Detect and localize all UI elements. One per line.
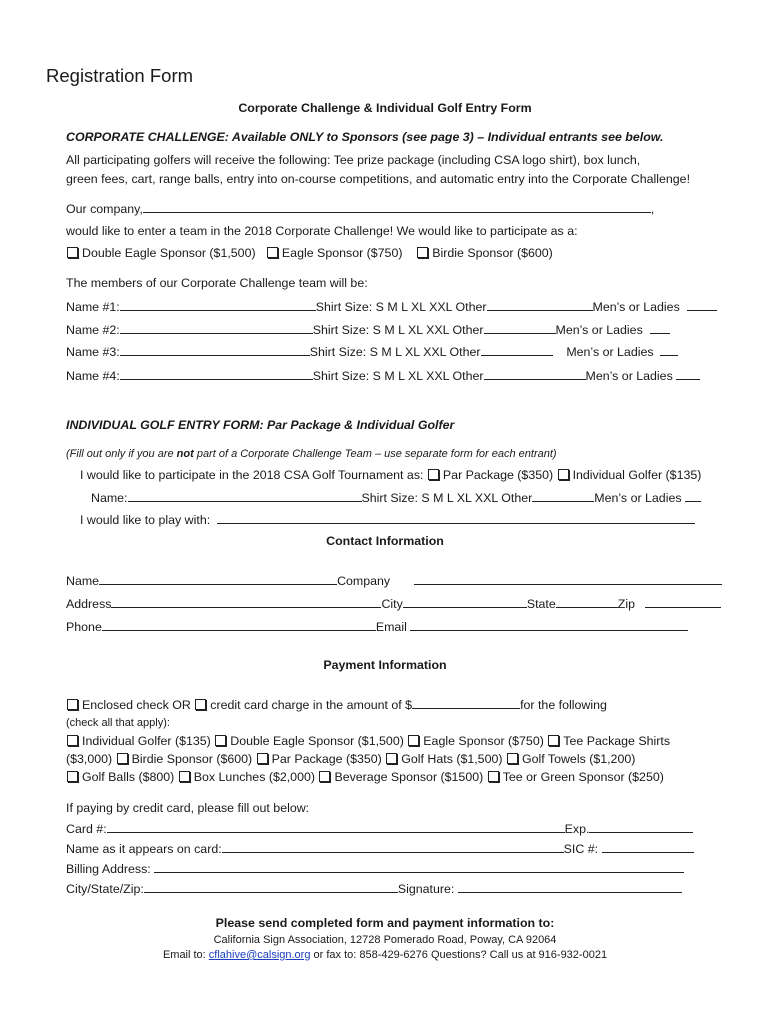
- member-shirt-other-field[interactable]: [484, 321, 556, 334]
- checkbox-enclosed-check[interactable]: [67, 699, 78, 710]
- play-with-label: I would like to play with:: [80, 513, 211, 527]
- contact-name-label: Name: [66, 574, 100, 588]
- payment-items-line-1: [66, 733, 670, 749]
- individual-heading: INDIVIDUAL GOLF ENTRY FORM: Par Package & Individual Golfer: [66, 418, 455, 432]
- billing-field[interactable]: [154, 860, 684, 873]
- sponsor-option-label: Eagle Sponsor ($750): [281, 246, 403, 260]
- name-on-card-field[interactable]: [222, 840, 564, 853]
- contact-company-field[interactable]: [414, 572, 722, 585]
- footer-send: Please send completed form and payment information to:: [215, 916, 555, 930]
- member-gender-label: Men’s or Ladies: [555, 323, 643, 337]
- individual-gender-label: Men’s or Ladies: [594, 491, 682, 505]
- individual-note-post: part of a Corporate Challenge Team – use separate form for each entrant): [193, 448, 557, 460]
- members-label: The members of our Corporate Challenge team will be:: [66, 276, 368, 290]
- participate-text: I would like to participate in the 2018 CSA Golf Tournament as:: [80, 468, 424, 482]
- form-subtitle: Corporate Challenge & Individual Golf Entry Form: [238, 101, 532, 115]
- check-all-note: (check all that apply):: [66, 717, 170, 729]
- footer-email-link[interactable]: cflahive@calsign.org: [208, 949, 311, 961]
- member-row-3: [66, 343, 678, 360]
- footer-email-label: Email to:: [162, 949, 206, 961]
- play-with-row: [80, 511, 695, 528]
- payment-item-label: Beverage Sponsor ($1500): [334, 770, 484, 784]
- member-name-field[interactable]: [120, 298, 316, 311]
- name-on-card-label: Name as it appears on card:: [66, 842, 222, 856]
- enter-text: would like to enter a team in the 2018 Corporate Challenge! We would like to participate as a:: [66, 224, 578, 238]
- member-name-field[interactable]: [120, 367, 313, 380]
- checkbox-item[interactable]: [179, 771, 190, 782]
- checkbox-item[interactable]: [67, 771, 78, 782]
- individual-note-pre: (Fill out only if you are: [66, 448, 177, 460]
- payment-item-label: Tee or Green Sponsor ($250): [502, 770, 664, 784]
- payment-item-label: Eagle Sponsor ($750): [423, 734, 544, 748]
- payment-item-label: Birdie Sponsor ($600): [131, 752, 253, 766]
- checkbox-item[interactable]: [408, 735, 419, 746]
- member-shirt-label: Shirt Size: S M L XL XXL Other: [312, 323, 484, 337]
- contact-phone-row: [66, 618, 688, 635]
- contact-address-field[interactable]: [111, 595, 381, 608]
- cc-intro: If paying by credit card, please fill out below:: [66, 801, 310, 815]
- individual-note-bold: not: [176, 448, 194, 460]
- contact-name-field[interactable]: [99, 572, 337, 585]
- member-name-label: Name #4:: [66, 369, 120, 383]
- contact-company-label: Company: [337, 574, 391, 588]
- footer-contact: [0, 947, 770, 963]
- city-state-zip-row: [66, 880, 682, 897]
- member-row-2: [66, 321, 670, 338]
- footer-rest: or fax to: 858-429-6276 Questions? Call us at 916-932-0021: [313, 949, 608, 961]
- individual-option-label: Individual Golfer ($135): [572, 468, 702, 482]
- sponsor-option-label: Double Eagle Sponsor ($1,500): [82, 246, 256, 260]
- checkbox-double-eagle[interactable]: [67, 247, 78, 258]
- corporate-intro-2: green fees, cart, range balls, entry into on-course competitions, and automatic entry into the Corporate Challenge!: [66, 172, 691, 186]
- contact-address-row: [66, 595, 721, 612]
- check-label: Enclosed check OR: [82, 698, 191, 712]
- company-row: [66, 200, 654, 217]
- member-shirt-other-field[interactable]: [487, 298, 593, 311]
- individual-name-field[interactable]: [128, 489, 362, 502]
- checkbox-item[interactable]: [117, 753, 128, 764]
- payment-item-label: Individual Golfer ($135): [82, 734, 211, 748]
- form-title: Registration Form: [46, 65, 194, 86]
- contact-email-label: Email: [375, 620, 407, 634]
- checkbox-item[interactable]: [67, 735, 78, 746]
- payment-amount-row: [66, 696, 607, 713]
- sponsor-option-label: Birdie Sponsor ($600): [432, 246, 553, 260]
- payment-item-label: Golf Balls ($800): [82, 770, 175, 784]
- company-label: Our company,: [66, 202, 143, 216]
- corporate-heading: CORPORATE CHALLENGE: Available ONLY to Sponsors (see page 3) – Individual entrants see below.: [66, 130, 664, 144]
- corporate-intro-1: All participating golfers will receive the following: Tee prize package (including CSA logo shirt), box lunch,: [66, 153, 641, 167]
- footer-address: California Sign Association, 12728 Pomerado Road, Poway, CA 92064: [213, 934, 557, 946]
- individual-gender-field[interactable]: [685, 489, 701, 502]
- checkbox-item[interactable]: [507, 753, 518, 764]
- payment-item-label: Par Package ($350): [271, 752, 382, 766]
- payment-items-line-3: [66, 769, 664, 785]
- contact-city-field[interactable]: [403, 595, 527, 608]
- member-gender-field[interactable]: [687, 298, 717, 311]
- contact-zip-field[interactable]: [645, 595, 721, 608]
- billing-label: Billing Address:: [66, 862, 151, 876]
- exp-label: Exp.: [564, 822, 590, 836]
- participate-row: [80, 467, 701, 483]
- member-shirt-label: Shirt Size: S M L XL XXL Other: [315, 300, 487, 314]
- member-row-4: [66, 367, 700, 384]
- billing-row: [66, 860, 684, 877]
- company-comma: ,: [650, 202, 655, 216]
- member-name-field[interactable]: [120, 321, 313, 334]
- checkbox-item[interactable]: [257, 753, 268, 764]
- city-state-zip-label: City/State/Zip:: [66, 882, 144, 896]
- checkbox-eagle[interactable]: [267, 247, 278, 258]
- individual-option-label: Par Package ($350): [442, 468, 554, 482]
- checkbox-item[interactable]: [215, 735, 226, 746]
- contact-phone-field[interactable]: [102, 618, 376, 631]
- sic-field[interactable]: [602, 840, 694, 853]
- member-shirt-label: Shirt Size: S M L XL XXL Other: [312, 369, 484, 383]
- payment-items-line-2: [66, 751, 635, 767]
- member-name-label: Name #3:: [66, 345, 120, 359]
- checkbox-item[interactable]: [548, 735, 559, 746]
- payment-item-label: Golf Hats ($1,500): [401, 752, 503, 766]
- contact-address-label: Address: [66, 597, 112, 611]
- member-gender-label: Men’s or Ladies: [592, 300, 680, 314]
- play-with-field[interactable]: [217, 511, 695, 524]
- name-on-card-row: [66, 840, 694, 857]
- signature-label: Signature:: [397, 882, 455, 896]
- payment-item-label: Golf Towels ($1,200): [521, 752, 636, 766]
- payment-item-label: Double Eagle Sponsor ($1,500): [230, 734, 404, 748]
- member-gender-field[interactable]: [660, 343, 678, 356]
- individual-name-row: [91, 489, 701, 506]
- checkbox-item[interactable]: [319, 771, 330, 782]
- payment-item-label: Tee Package Shirts: [563, 734, 671, 748]
- signature-field[interactable]: [458, 880, 682, 893]
- card-number-label: Card #:: [66, 822, 107, 836]
- for-following: for the following: [520, 698, 607, 712]
- city-state-zip-field[interactable]: [144, 880, 398, 893]
- payment-item-label: Box Lunches ($2,000): [193, 770, 315, 784]
- checkbox-credit-card[interactable]: [195, 699, 206, 710]
- member-row-1: [66, 298, 717, 315]
- card-label: credit card charge in the amount of $: [210, 698, 413, 712]
- card-number-row: [66, 820, 693, 837]
- contact-heading: Contact Information: [326, 534, 444, 548]
- member-name-label: Name #1:: [66, 300, 120, 314]
- contact-city-label: City: [381, 597, 403, 611]
- member-name-field[interactable]: [120, 343, 310, 356]
- checkbox-individual-golfer[interactable]: [558, 469, 569, 480]
- member-shirt-other-field[interactable]: [481, 343, 553, 356]
- member-gender-field[interactable]: [650, 321, 670, 334]
- checkbox-par-package[interactable]: [428, 469, 439, 480]
- checkbox-item[interactable]: [488, 771, 499, 782]
- company-field[interactable]: [143, 200, 651, 213]
- contact-zip-label: Zip: [617, 597, 635, 611]
- individual-shirt-other-field[interactable]: [532, 489, 594, 502]
- member-name-label: Name #2:: [66, 323, 120, 337]
- sic-label: SIC #:: [563, 842, 599, 856]
- contact-name-row: [66, 572, 722, 589]
- individual-name-label: Name:: [91, 491, 128, 505]
- checkbox-item[interactable]: [386, 753, 397, 764]
- checkbox-birdie[interactable]: [417, 247, 428, 258]
- member-shirt-label: Shirt Size: S M L XL XXL Other: [309, 345, 481, 359]
- member-gender-label: Men’s or Ladies: [585, 369, 673, 383]
- contact-state-field[interactable]: [556, 595, 618, 608]
- payment-item-price: ($3,000): [66, 752, 113, 766]
- exp-field[interactable]: [589, 820, 693, 833]
- card-number-field[interactable]: [107, 820, 565, 833]
- payment-heading: Payment Information: [323, 658, 447, 672]
- individual-note: [66, 446, 557, 462]
- sponsor-options: [66, 245, 553, 261]
- member-gender-field[interactable]: [676, 367, 700, 380]
- contact-phone-label: Phone: [66, 620, 102, 634]
- amount-field[interactable]: [412, 696, 520, 709]
- contact-email-field[interactable]: [410, 618, 688, 631]
- individual-shirt-label: Shirt Size: S M L XL XXL Other: [361, 491, 533, 505]
- member-gender-label: Men’s or Ladies: [566, 345, 654, 359]
- member-shirt-other-field[interactable]: [484, 367, 586, 380]
- contact-state-label: State: [526, 597, 556, 611]
